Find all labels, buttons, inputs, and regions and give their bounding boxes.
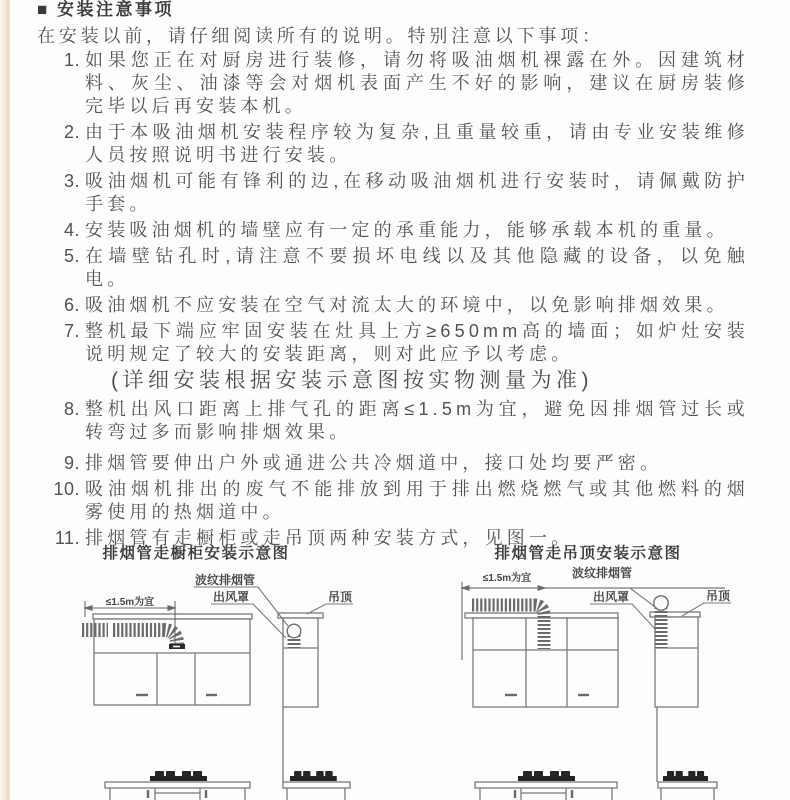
list-item-text: 排烟管要伸出户外或通进公共冷烟道中，接口处均要严密。: [85, 453, 663, 473]
list-item-number: 11.: [54, 528, 80, 548]
list-item: [37, 478, 749, 524]
list-item: [37, 320, 749, 394]
list-item-number: 2.: [63, 122, 80, 142]
list-item-number: 4.: [63, 220, 80, 240]
list-item: [37, 294, 749, 317]
figure-section: [0, 540, 790, 800]
counter-right: [283, 782, 350, 800]
list-item-text: 由于本吸油烟机安装程序较为复杂,且重量较重，请由专业安装维修人员按照说明书进行安装。: [85, 122, 749, 165]
list-item-text: 吸油烟机可能有锋利的边,在移动吸油烟机进行安装时，请佩戴防护手套。: [85, 171, 749, 214]
list-item-text: 吸油烟机排出的废气不能排放到用于排出燃烧燃气或其他燃料的烟雾使用的热烟道中。: [85, 479, 749, 522]
list-item: [37, 121, 749, 167]
list-item-number: 5.: [63, 246, 80, 266]
outlet-label: 出风罩: [212, 590, 250, 604]
side-column-cabinet: [650, 612, 700, 782]
ceiling-label: 吊顶: [705, 589, 731, 603]
list-item-number: 3.: [63, 171, 80, 191]
list-item-number: 7.: [63, 321, 80, 341]
counter-left: [475, 782, 617, 800]
dimension-label: ≤1.5m为宜: [105, 597, 155, 608]
gas-stove: [150, 771, 207, 781]
list-item-text: 整机最下端应牢固安装在灶具上方≥650mm高的墙面；如炉灶安装说明规定了较大的安装距离，则对此应予以考虑。: [85, 321, 749, 364]
list-item-text: 在墙壁钻孔时,请注意不要损坏电线以及其他隐藏的设备，以免触电。: [85, 246, 749, 289]
list-item-number: 9.: [63, 453, 80, 473]
list-item-number: 10.: [53, 479, 80, 499]
side-column-cabinet: [278, 613, 323, 782]
figure-title-ceiling-route: 排烟管走吊顶安装示意图: [494, 545, 682, 562]
list-item-number: 8.: [63, 399, 80, 419]
measurement-note: (详细安装根据安装示意图按实物测量为准): [111, 369, 593, 392]
gas-stove: [290, 771, 337, 781]
pipe-label: 波纹排烟管: [571, 566, 633, 580]
list-item: [37, 452, 749, 475]
counter-handles: [515, 790, 572, 798]
upper-cabinet: [93, 614, 252, 705]
gas-stove: [518, 771, 575, 781]
list-item-text: 吸油烟机不应安装在空气对流太大的环境中，以免影响排烟效果。: [85, 295, 729, 315]
gas-stove: [663, 771, 708, 781]
ceiling-route-diagram: [430, 560, 790, 800]
cabinet-route-diagram: [60, 560, 390, 800]
upper-cabinet: [465, 613, 618, 707]
ceiling-label: 吊顶: [327, 590, 353, 604]
intro-text: 在安装以前，请仔细阅读所有的说明。特别注意以下事项：: [37, 26, 604, 46]
precaution-list: [37, 49, 749, 553]
list-item-number: 6.: [63, 295, 80, 315]
page-title: ■ 安装注意事项: [37, 0, 174, 19]
list-item: [37, 398, 749, 444]
list-item: [37, 170, 749, 216]
list-item-text: 整机出风口距离上排气孔的距离≤1.5m为宜，避免因排烟管过长或转弯过多而影响排烟效果。: [85, 399, 749, 442]
list-item-text: 排烟管有走橱柜或走吊顶两种安装方式，见图一。: [85, 528, 574, 548]
counter-right: [658, 782, 717, 800]
counter-handles: [148, 790, 206, 798]
list-item: [37, 49, 749, 118]
list-item-number: 1.: [63, 50, 80, 70]
pipe-label: 波纹排烟管: [194, 573, 256, 587]
dimension-label: ≤1.5m为宜: [482, 573, 532, 584]
outlet-hood: [287, 624, 301, 648]
outlet-label: 出风罩: [592, 590, 630, 604]
list-item: [37, 219, 749, 242]
list-item-text: 安装吸油烟机的墙壁应有一定的承重能力，能够承载本机的重量。: [85, 220, 729, 240]
list-item-text: 如果您正在对厨房进行装修，请勿将吸油烟机裸露在外。因建筑材料、灰尘、油漆等会对烟机表面产生不好的影响，建议在厨房装修完毕以后再安装本机。: [85, 50, 749, 116]
list-item: [37, 245, 749, 291]
counter-left: [105, 782, 250, 800]
figure-title-cabinet-route: 排烟管走橱柜安装示意图: [102, 545, 290, 562]
